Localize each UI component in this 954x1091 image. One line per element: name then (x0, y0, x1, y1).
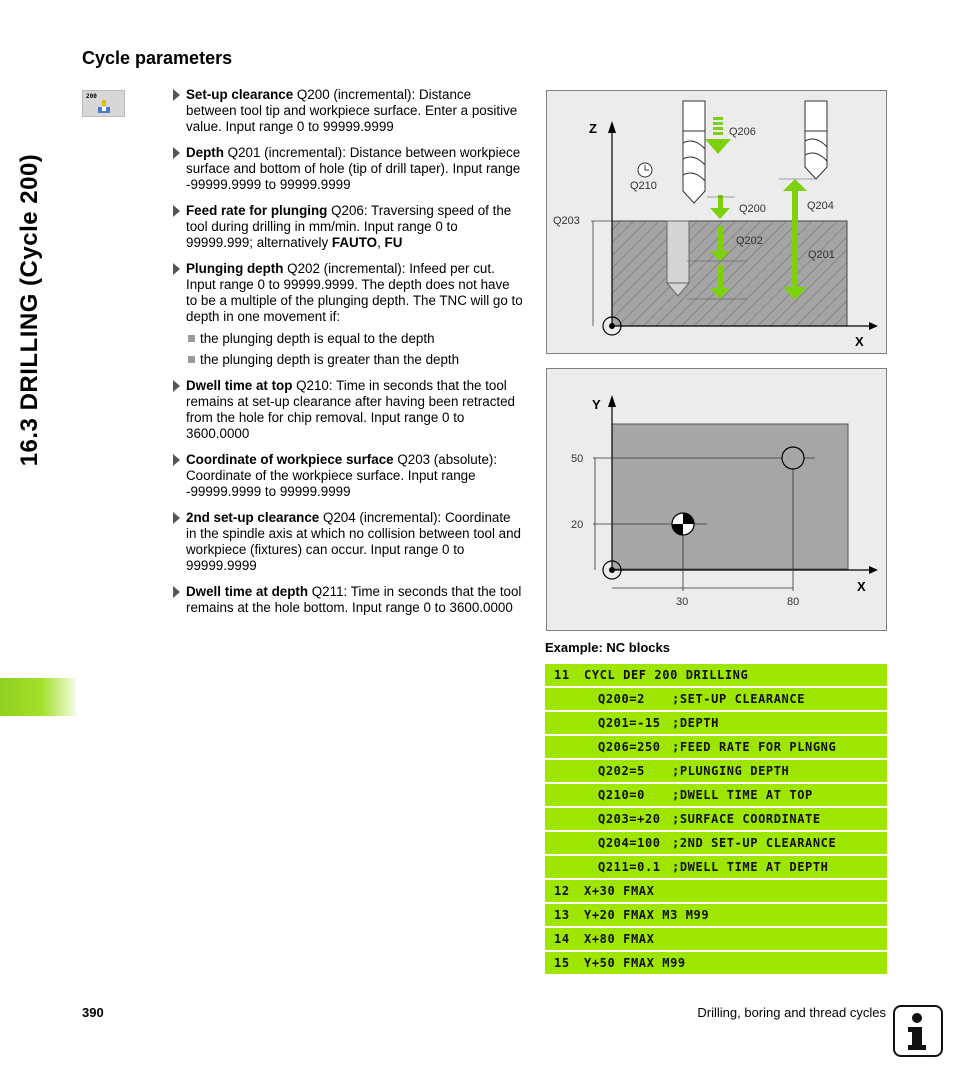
param-desc: Q203 (absolute): Coordinate of the workpiece surface. Input range -99999.9999 to 99999.9999 (186, 452, 498, 499)
square-bullet-icon (188, 356, 195, 363)
param-desc: Q211: Time in seconds that the tool remains at the hole bottom. Input range 0 to 3600.0000 (186, 584, 522, 615)
nc-row (545, 664, 887, 686)
condition-text: the plunging depth is equal to the depth (200, 331, 435, 346)
nc-comment: ;DWELL TIME AT TOP (672, 788, 813, 802)
square-bullet-icon (188, 335, 195, 342)
top-view-figure (546, 368, 887, 631)
param-plunging-depth (172, 261, 524, 368)
condition-item (186, 331, 524, 347)
nc-code: Y+20 FMAX M3 M99 (584, 908, 710, 922)
param-keyword: FAUTO (331, 235, 378, 250)
side-view-figure (546, 90, 887, 354)
param-desc: Q206: Traversing speed of the tool during drilling in mm/min. Input range 0 to 99999.999; alternatively (186, 203, 512, 250)
nc-comment: ;FEED RATE FOR PLNGNG (672, 740, 837, 754)
cycle-200-soft-key (82, 90, 125, 117)
feed-arrow-icon (705, 117, 731, 154)
footer-chapter-name: Drilling, boring and thread cycles (697, 1005, 886, 1020)
param-second-setup-clearance (172, 510, 524, 574)
chapter-tab-marker (0, 678, 76, 716)
q200-arrow (707, 195, 735, 219)
section-title: Cycle parameters (82, 48, 233, 68)
param-term: Dwell time at top (186, 378, 293, 393)
nc-row (545, 784, 887, 806)
param-desc: Q202 (incremental): Infeed per cut. Input range 0 to 99999.9999. The depth does not have to be a multiple of the plunging depth. The TNC will go to depth in one movement if: (186, 261, 523, 324)
info-icon (893, 1005, 943, 1057)
nc-param: Q203=+20 (598, 812, 661, 826)
nc-block-list (545, 664, 887, 976)
nc-param: Q206=250 (598, 740, 661, 754)
param-term: Coordinate of workpiece surface (186, 452, 394, 467)
param-surface-coordinate (172, 452, 524, 500)
nc-comment: ;PLUNGING DEPTH (672, 764, 790, 778)
nc-block-number: 12 (554, 884, 570, 898)
x-axis-label: X (857, 579, 866, 594)
x-tick-30: 30 (676, 596, 689, 608)
q200-label: Q200 (739, 203, 766, 215)
nc-comment: ;SURFACE COORDINATE (672, 812, 821, 826)
workpiece-top (612, 424, 848, 569)
nc-row (545, 928, 887, 950)
triangle-bullet-icon (173, 263, 180, 275)
nc-row (545, 856, 887, 878)
drill-tool-left (683, 101, 705, 203)
hole-1 (672, 513, 694, 535)
param-desc: Q200 (incremental): Distance between tool tip and workpiece surface. Enter a positive value. Input range 0 to 99999.9999 (186, 87, 518, 134)
nc-row (545, 760, 887, 782)
param-depth (172, 145, 524, 193)
nc-param: Q200=2 (598, 692, 645, 706)
y-axis-label: Y (592, 397, 601, 412)
triangle-bullet-icon (173, 586, 180, 598)
nc-block-number: 15 (554, 956, 570, 970)
param-setup-clearance (172, 87, 524, 135)
condition-text: the plunging depth is greater than the depth (200, 352, 460, 367)
param-term: Depth (186, 145, 224, 160)
side-chapter-title (10, 40, 50, 580)
nc-comment: ;2ND SET-UP CLEARANCE (672, 836, 837, 850)
q203-label: Q203 (553, 215, 580, 227)
param-separator: , (377, 235, 385, 250)
nc-code: X+30 FMAX (584, 884, 655, 898)
nc-param: Q204=100 (598, 836, 661, 850)
nc-row (545, 880, 887, 902)
q206-label: Q206 (729, 126, 756, 138)
x-tick-80: 80 (787, 596, 800, 608)
nc-comment: ;SET-UP CLEARANCE (672, 692, 806, 706)
condition-item (186, 352, 524, 368)
soft-key-label: 200 (86, 93, 97, 100)
param-desc: Q201 (incremental): Distance between workpiece surface and bottom of hole (tip of drill taper). Input range -99999.9999 to 99999.9999 (186, 145, 521, 192)
nc-row (545, 688, 887, 710)
parameter-list (172, 87, 524, 626)
nc-param: Q201=-15 (598, 716, 661, 730)
side-chapter-title-text: 16.3 DRILLING (Cycle 200) (16, 153, 43, 467)
q204-label: Q204 (807, 200, 834, 212)
triangle-bullet-icon (173, 380, 180, 392)
y-tick-20: 20 (571, 519, 584, 531)
drill-tool-right (805, 101, 827, 179)
nc-code: Y+50 FMAX M99 (584, 956, 686, 970)
param-keyword: FU (384, 235, 403, 250)
nc-row (545, 832, 887, 854)
side-view-drawing (547, 91, 888, 355)
q210-label: Q210 (630, 180, 657, 192)
nc-block-number: 13 (554, 908, 570, 922)
param-dwell-top (172, 378, 524, 442)
nc-row (545, 712, 887, 734)
nc-param: Q202=5 (598, 764, 645, 778)
nc-row (545, 808, 887, 830)
param-desc: Q204 (incremental): Coordinate in the spindle axis at which no collision between tool and workpiece (fixtures) can occur. Input range 0 to 99999.9999 (186, 510, 521, 573)
param-term: Feed rate for plunging (186, 203, 328, 218)
param-term: Plunging depth (186, 261, 284, 276)
drilled-hole (667, 221, 689, 283)
x-axis-label: X (855, 334, 864, 349)
param-dwell-depth (172, 584, 524, 616)
nc-block-number: 11 (554, 668, 570, 682)
z-axis-label: Z (589, 121, 597, 136)
page-number: 390 (82, 1005, 104, 1020)
triangle-bullet-icon (173, 512, 180, 524)
nc-block-number: 14 (554, 932, 570, 946)
q201-label: Q201 (808, 249, 835, 261)
example-label: Example: NC blocks (545, 640, 670, 655)
nc-code: X+80 FMAX (584, 932, 655, 946)
nc-row (545, 904, 887, 926)
param-term: Dwell time at depth (186, 584, 309, 599)
param-term: 2nd set-up clearance (186, 510, 320, 525)
plunging-conditions (186, 331, 524, 368)
q202-label: Q202 (736, 235, 763, 247)
nc-comment: ;DEPTH (672, 716, 719, 730)
y-tick-50: 50 (571, 453, 584, 465)
top-view-drawing (547, 369, 888, 632)
nc-param: Q210=0 (598, 788, 645, 802)
nc-row (545, 952, 887, 974)
nc-row (545, 736, 887, 758)
triangle-bullet-icon (173, 454, 180, 466)
triangle-bullet-icon (173, 205, 180, 217)
clock-icon (638, 163, 652, 177)
nc-code: CYCL DEF 200 DRILLING (584, 668, 749, 682)
drill-glyph-icon (97, 100, 111, 114)
triangle-bullet-icon (173, 89, 180, 101)
hole-2 (782, 447, 804, 469)
nc-comment: ;DWELL TIME AT DEPTH (672, 860, 829, 874)
param-desc: Q210: Time in seconds that the tool remains at set-up clearance after having been retracted from the hole for chip removal. Input range 0 to 3600.0000 (186, 378, 515, 441)
nc-param: Q211=0.1 (598, 860, 661, 874)
param-feed-rate (172, 203, 524, 251)
param-term: Set-up clearance (186, 87, 294, 102)
triangle-bullet-icon (173, 147, 180, 159)
workpiece-block (612, 221, 847, 326)
